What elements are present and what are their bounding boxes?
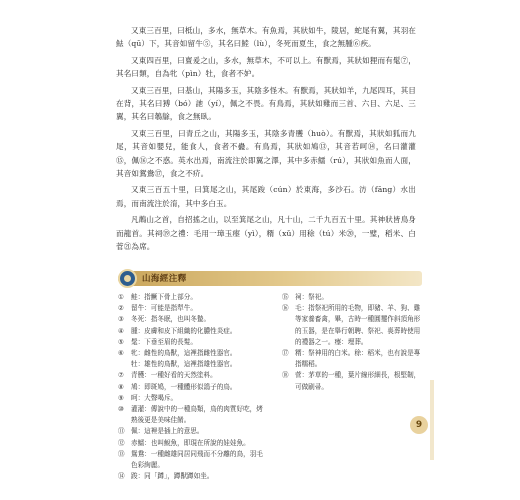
note-item: ⑤ 髦：下垂至眉的長髮。 [118,337,197,346]
note-item: ② 留牛：可能是指犁牛。 [118,304,197,313]
paragraph-4: 又東三百里，曰青丘之山，其陽多玉，其陰多青雘（huò）。有獸焉，其狀如狐而九尾，其音如嬰兒，能食人，食者不蠱。有鳥焉，其狀如鳩⑬，其音若呵⑭，名曰灌灌⑮，佩⑯之不惑。英水出焉，南流注於即翼之澤，其中多赤鱬（rú），其狀如魚而人面，其音如鴛鴦⑰，食之不疥。 [116,128,416,179]
notes-left-column [118,292,266,482]
note-item: ⑫ 赤鱬：也叫鯢魚，即現在所說的娃娃魚。 [118,438,250,447]
note-item: ⑧ 鳩：即斑鳩，一種體形似鴿子的鳥。 [118,382,237,391]
paragraph-1: 又東三百里，曰柢山，多水，無草木。有魚焉，其狀如牛，陵居，蛇尾有翼，其羽在魼（qū）下，其音如留牛⑤，其名曰鯥（lù），冬死而夏生，食之無腫⑥疾。 [116,26,416,49]
notes-right-column [282,292,424,393]
note-item: ⑯ 毛：指祭祀所用的毛物，即豬、羊、狗、雞等家養畜禽，畢，古時一種圓璽作斜頂角形的玉器，是在舉行朝聘、祭祀、喪葬時使用的禮器之一。瘞：埋葬。 [282,304,421,346]
note-item: ③ 冬死：指冬眠，也叫冬蟄。 [118,315,211,324]
paragraph-2: 又東四百里，曰亶爰之山，多水，無草木，不可以上。有獸焉，其狀如狸而有髦⑦，其名曰類，自為牝（pìn）牡，食者不妒。 [116,55,416,79]
note-item: ⑰ 糈：祭神用的白米。稌：稻米，也有說是專指糯稻。 [282,349,421,369]
page-edge-tab [430,380,434,460]
note-item: ⑱ 菅：茅草的一種，葉片線形細長，根堅韌，可做刷帚。 [282,371,421,391]
note-item: ⑭ 踆：同「蹲」，蹲獸蹲如坐。 [118,472,214,481]
paragraph-3: 又東三百里，曰基山，其陽多玉，其陰多怪木。有獸焉，其狀如羊，九尾四耳，其目在背，其名曰猼（bó）訑（yí），佩之不畏。有鳥焉，其狀如雞而三首、六目、六足、三翼，其名曰鵸鵌，食之無臥。 [116,85,416,122]
paragraph-5: 又東三百五十里，曰箕尾之山，其尾踆（cún）於東海，多沙石。汸（fāng）水出焉，而南流注於淯，其中多白玉。 [116,185,416,208]
emblem-icon [118,269,137,288]
main-text [116,24,416,257]
note-item: ⑥ 牝：雌性的鳥獸，這裡指雌性器官。 [118,349,237,358]
note-item: ⑬ 鴛鴦：一種雌雄同居同飛而不分離的鳥，羽毛色彩絢麗。 [118,449,263,470]
note-item: ⑨ 呵：大聲喝斥。 [118,393,178,402]
note-item: ④ 腫：皮膚和皮下組織的化膿性炎症。 [118,326,237,335]
note-item: ⑩ 灌灌：傳說中的一種鳥類，鳥的肉質好吃，烤熟後更是美味佳餚。 [118,405,263,425]
note-item: ⑪ 佩：這裡是插上的意思。 [118,427,204,436]
notes-header-bar [118,271,422,286]
notes-header-title: 山海經注釋 [142,274,187,284]
page-number: 9 [410,416,428,434]
note-item: ⑮ 祠：祭祀。 [282,293,328,301]
note-item: 牡：雄性的鳥獸，這裡指雄性器官。 [131,360,237,369]
note-item: ⑦ 青雘：一種好看的天然塗料。 [118,371,217,380]
note-item: ① 鮭：指鱖下骨上部分。 [118,293,197,301]
paragraph-6: 凡鵲山之首，自招搖之山，以至箕尾之山，凡十山，二千九百五十里。其神狀皆鳥身而龍首。其祠⑲之禮：毛用一璋玉瘞（yì），糈（xǔ）用稌（tú）米⑳，一璧，稻米、白菅㉑為席。 [116,215,416,252]
